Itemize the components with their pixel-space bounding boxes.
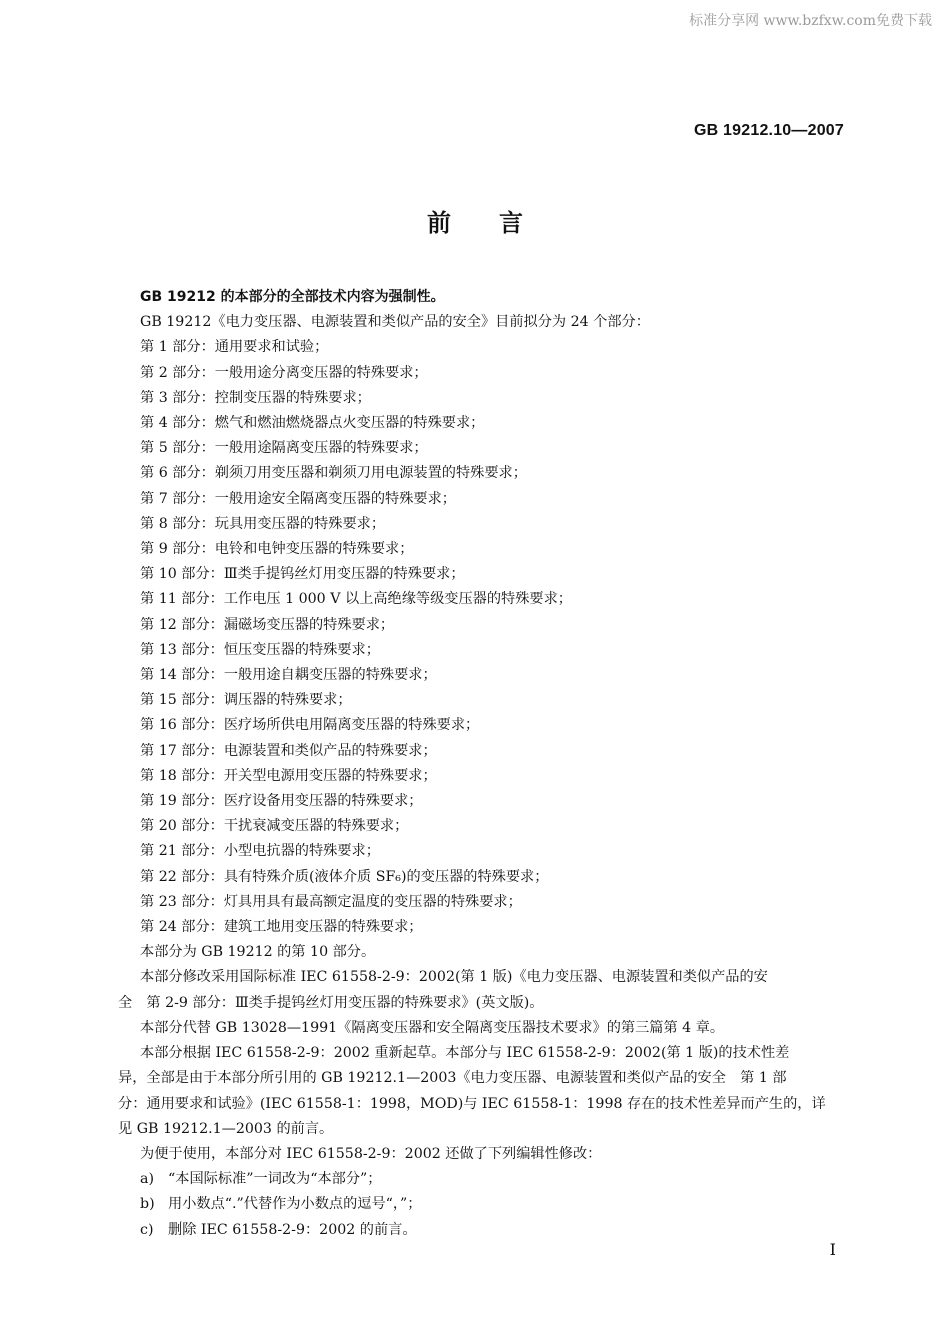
part-item: 第 23 部分：灯具用具有最高额定温度的变压器的特殊要求； [140,893,522,910]
this-part-statement: 本部分为 GB 19212 的第 10 部分。 [140,944,376,961]
part-item: 第 5 部分：一般用途隔离变压器的特殊要求； [140,440,428,457]
list-item [118,1218,848,1243]
foreword-body [118,285,848,1243]
part-item: 第 11 部分：工作电压 1 000 V 以上高绝缘等级变压器的特殊要求； [140,591,572,608]
replaces-statement: 本部分代替 GB 13028—1991《隔离变压器和安全隔离变压器技术要求》的第三篇第 4 章。 [140,1019,725,1036]
part-item: 第 18 部分：开关型电源用变压器的特殊要求； [140,767,437,784]
adoption-line-2: 全 第 2-9 部分：Ⅲ类手提钨丝灯用变压器的特殊要求》(英文版)。 [118,994,544,1011]
list-text: 删除 IEC 61558-2-9：2002 的前言。 [168,1221,417,1238]
part-item: 第 9 部分：电铃和电钟变压器的特殊要求； [140,541,414,558]
list-text: 用小数点“.”代替作为小数点的逗号“，”； [168,1196,422,1213]
differences-line-2: 异，全部是由于本部分所引用的 GB 19212.1—2003《电力变压器、电源装置和类似产品的安全 第 1 部 [118,1070,787,1087]
list-marker: b) [140,1196,155,1213]
part-item: 第 10 部分：Ⅲ类手提钨丝灯用变压器的特殊要求； [140,566,465,583]
list-item [118,1167,848,1192]
editorial-list [118,1167,848,1243]
list-marker: c) [140,1221,154,1238]
adoption-line-1: 本部分修改采用国际标准 IEC 61558-2-9：2002(第 1 版)《电力变压器、电源装置和类似产品的安 [140,969,768,986]
editorial-intro: 为便于使用，本部分对 IEC 61558-2-9：2002 还做了下列编辑性修改： [140,1145,602,1162]
list-item [118,1192,848,1217]
part-item: 第 12 部分：漏磁场变压器的特殊要求； [140,616,395,633]
part-item: 第 13 部分：恒压变压器的特殊要求； [140,641,380,658]
part-item: 第 24 部分：建筑工地用变压器的特殊要求； [140,919,423,936]
list-marker: a) [140,1171,154,1188]
part-item: 第 7 部分：一般用途安全隔离变压器的特殊要求； [140,490,456,507]
part-item: 第 16 部分：医疗场所供电用隔离变压器的特殊要求； [140,717,480,734]
part-item: 第 21 部分：小型电抗器的特殊要求； [140,843,380,860]
document-id: GB 19212.10—2007 [694,122,844,139]
part-item: 第 17 部分：电源装置和类似产品的特殊要求； [140,742,437,759]
page-title: 前言 [427,209,571,237]
series-intro: GB 19212《电力变压器、电源装置和类似产品的安全》目前拟分为 24 个部分： [140,314,650,331]
part-item: 第 1 部分：通用要求和试验； [140,339,329,356]
part-item: 第 6 部分：剃须刀用变压器和剃须刀用电源装置的特殊要求； [140,465,527,482]
part-item: 第 19 部分：医疗设备用变压器的特殊要求； [140,793,423,810]
part-item: 第 4 部分：燃气和燃油燃烧器点火变压器的特殊要求； [140,415,485,432]
parts-list [118,335,848,940]
part-item: 第 14 部分：一般用途自耦变压器的特殊要求； [140,667,437,684]
mandatory-note: GB 19212 的本部分的全部技术内容为强制性。 [140,289,445,305]
part-item: 第 20 部分：干扰衰减变压器的特殊要求； [140,818,409,835]
watermark: 标准分享网 www.bzfxw.com免费下载 [689,13,932,29]
differences-line-1: 本部分根据 IEC 61558-2-9：2002 重新起草。本部分与 IEC 61558-2-9：2002(第 1 版)的技术性差 [140,1045,790,1062]
differences-line-3: 分：通用要求和试验》(IEC 61558-1：1998，MOD)与 IEC 61558-1：1998 存在的技术性差异而产生的，详 [118,1095,826,1112]
part-item: 第 2 部分：一般用途分离变压器的特殊要求； [140,364,428,381]
page-number: Ⅰ [829,1240,836,1259]
part-item: 第 8 部分：玩具用变压器的特殊要求； [140,515,386,532]
differences-line-4: 见 GB 19212.1—2003 的前言。 [118,1120,334,1137]
part-item: 第 15 部分：调压器的特殊要求； [140,692,352,709]
part-item: 第 3 部分：控制变压器的特殊要求； [140,389,371,406]
part-item: 第 22 部分：具有特殊介质(液体介质 SF₆)的变压器的特殊要求； [140,868,549,885]
list-text: “本国际标准”一词改为“本部分”； [168,1171,382,1188]
